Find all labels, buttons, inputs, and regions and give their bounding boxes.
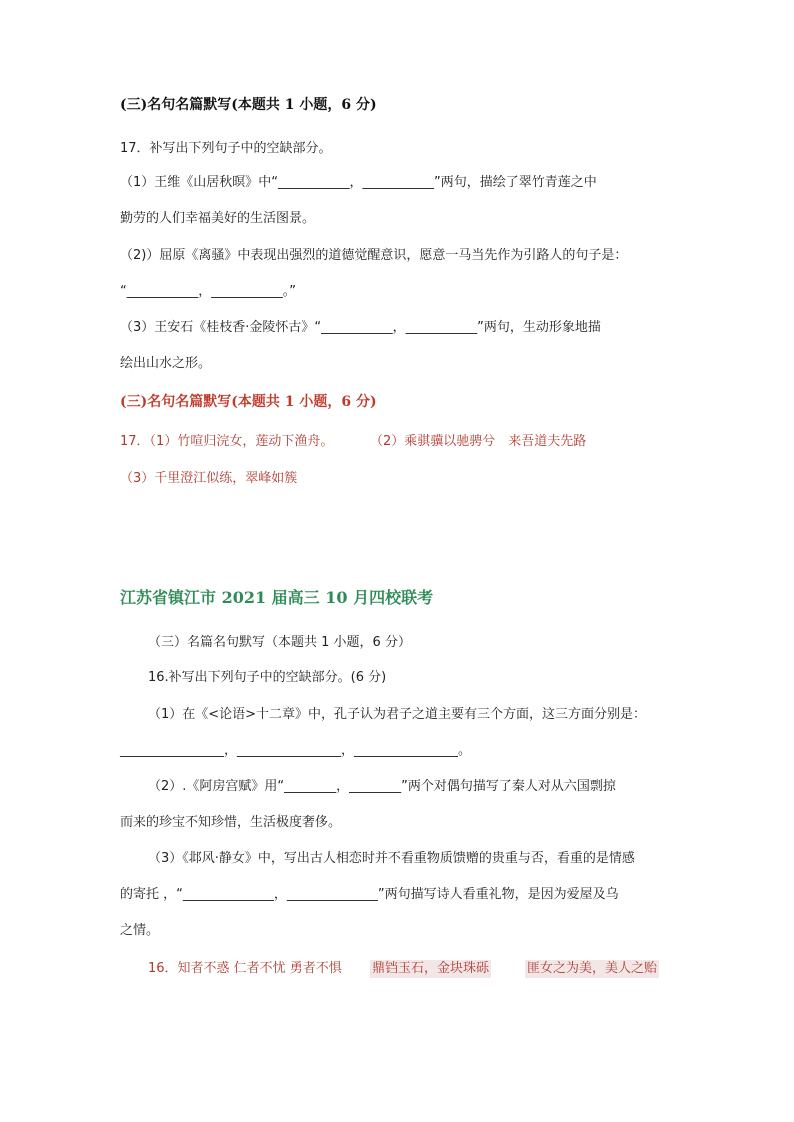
section-heading: (三)名句名篇默写(本题共 1 小题，6 分) [120,97,377,113]
question-16-1-line1: （1）在《<论语>十二章》中，孔子认为君子之道主要有三个方面，这三方面分别是： [148,707,647,722]
answer-17-2: （2）乘骐骥以驰骋兮 来吾道夫先路 [370,434,587,449]
question-16-2-line2: 而来的珍宝不知珍惜，生活极度奢侈。 [120,815,342,830]
question-17-1-line2: 勤劳的人们幸福美好的生活图景。 [120,211,316,226]
question-17-1-line1: （1）王维《山居秋暝》中“___________，___________”两句，描绘了翠竹青莲之中 [120,175,597,190]
answer-17-1: 17．（1）竹喧归浣女，莲动下渔舟。 [120,434,334,449]
question-16-3-line1: （3）《邶风·静女》中，写出古人相恋时并不看重物质馈赠的贵重与否，看重的是情感 [148,851,635,866]
question-17-stem: 17．补写出下列句子中的空缺部分。 [120,141,332,156]
question-16-2-line1: （2）.《阿房宫赋》用“________，________”两个对偶句描写了秦人对从六国剽掠 [148,779,616,794]
question-16-1-line2: ________________，________________，________________。 [120,743,471,758]
question-17-2-line2: “___________，___________。” [120,284,296,299]
question-16-stem: 16.补写出下列句子中的空缺部分。(6 分) [148,670,387,685]
question-16-3-line3: 之情。 [120,923,160,938]
answer-17-3: （3）千里澄江似练，翠峰如簇 [120,471,298,486]
answer-heading: (三)名句名篇默写(本题共 1 小题，6 分) [120,394,377,410]
section2-heading: （三）名篇名句默写（本题共 1 小题，6 分） [148,635,411,650]
source-title: 江苏省镇江市 2021 届高三 10 月四校联考 [120,588,434,607]
answer-16-part3: 匪女之为美，美人之贻 [527,961,658,976]
answer-16-part2: 鼎铛玉石，金块珠砾 [372,961,490,976]
question-17-3-line2: 绘出山水之形。 [120,356,212,371]
question-16-3-line2: 的寄托 ，“______________，______________”两句描写诗人看重礼物，是因为爱屋及乌 [120,887,619,902]
question-17-3-line1: （3）王安石《桂枝香·金陵怀古》“___________，___________”两句，生动形象地描 [120,320,601,335]
question-17-2-line1: （2)）屈原《离骚》中表现出强烈的道德觉醒意识，愿意一马当先作为引路人的句子是： [120,248,628,263]
answer-16-part1: 16．知者不惑 仁者不忧 勇者不惧 [148,961,342,976]
